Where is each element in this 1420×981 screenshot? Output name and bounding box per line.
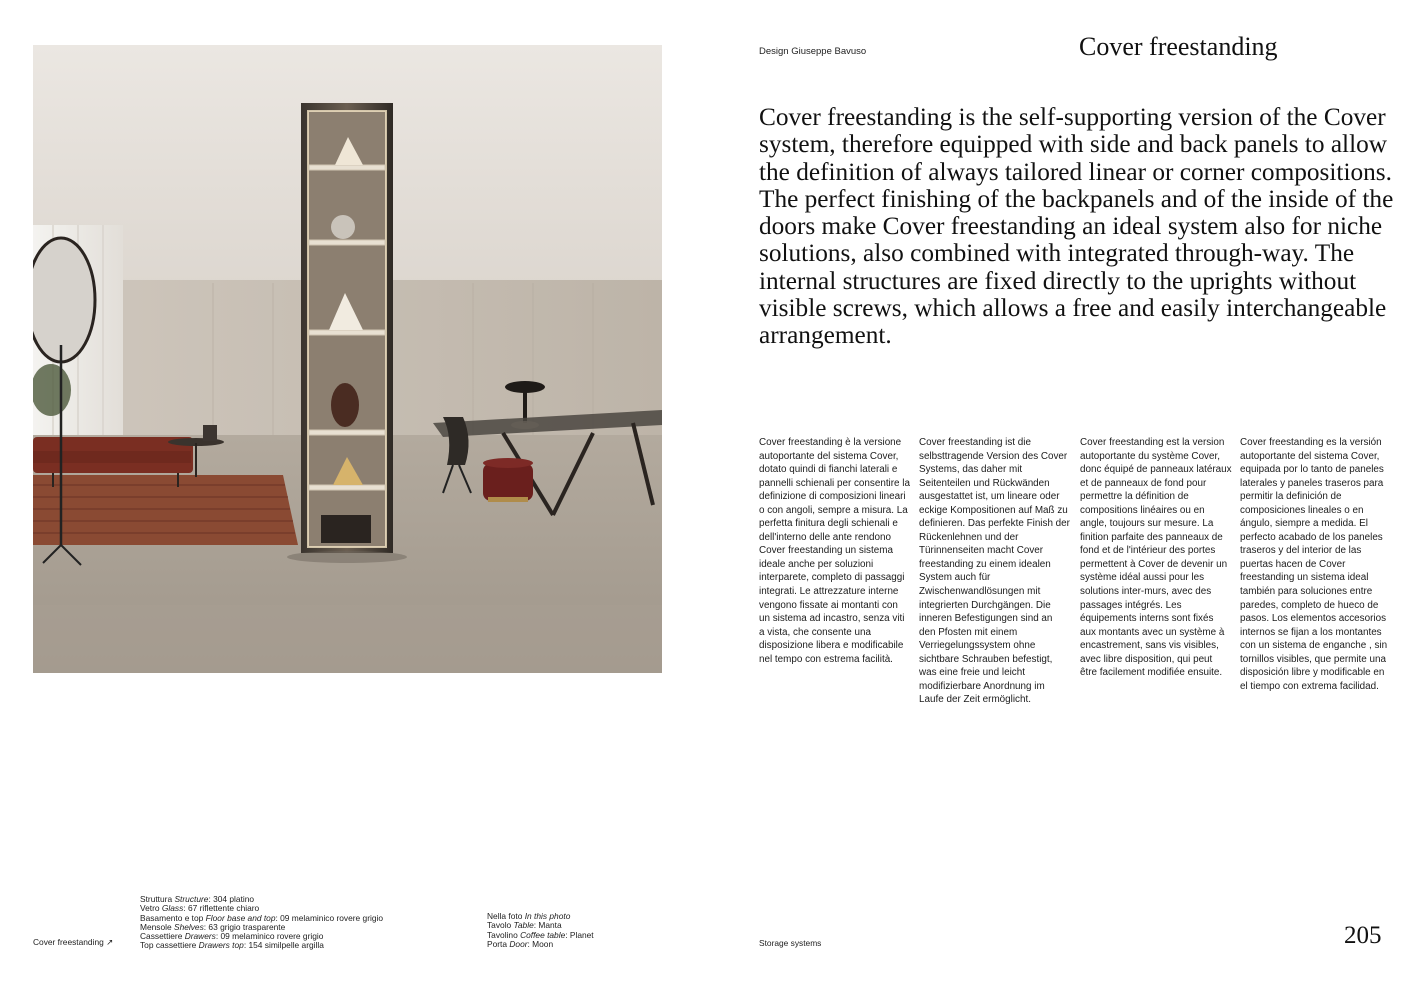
spec-base-top: Basamento e top Floor base and top: 09 melaminico rovere grigio <box>140 912 384 923</box>
spec-drawers: Cassettiere Drawers: 09 melaminico rovere grigio <box>140 931 324 942</box>
spec-drawers-top: Top cassettiere Drawers top: 154 similpelle argilla <box>140 940 324 951</box>
specifications-list <box>140 895 470 951</box>
footer-product-link[interactable]: Cover freestanding ↗ <box>33 937 114 947</box>
spec-shelves: Mensole Shelves: 63 grigio trasparente <box>140 921 286 932</box>
interior-photo <box>33 45 662 673</box>
photo-credits-list <box>487 912 687 949</box>
description-spanish: Cover freestanding es la versión autoportante del sistema Cover, equipada por lo tanto de paneles laterales y paneles traseros para permitir la definición de composiciones lineales o en ángulo, siempre a medida. El perfecto acabado de los paneles traseros y del interior de las puertas hacen de Cover freestanding un sistema ideal también para soluciones entre paredes, completo de hueco de pasos. Los elementos accesorios internos se fijan a los montantes con un sistema de enganche , sin tornillos visibles, que permite una disposición libre y modificable en el tiempo con extrema facilidad. <box>1240 437 1388 692</box>
page-title: Cover freestanding <box>1079 32 1278 61</box>
credit-table: Tavolo Table: Manta <box>487 920 562 931</box>
page-number: 205 <box>1344 922 1382 949</box>
credit-heading: Nella foto In this photo <box>487 911 571 921</box>
credit-coffee-table: Tavolino Coffee table: Planet <box>487 929 594 940</box>
section-label: Storage systems <box>759 938 822 948</box>
spec-glass: Vetro Glass: 67 riflettente chiaro <box>140 903 260 914</box>
intro-paragraph: Cover freestanding is the self-supporting version of the Cover system, therefore equipped with side and back panels to allow the definition of always tailored linear or corner compositions. The perfect finishing of the backpanels and of the inside of the doors make Cover freestanding an ideal system also for niche solutions, also combined with integrated through-way. The internal structures are fixed directly to the uprights without visible screws, which allows a free and easily interchangeable arrangement. <box>759 103 1394 350</box>
credit-door: Porta Door: Moon <box>487 938 554 949</box>
description-french: Cover freestanding est la version autoportante du système Cover, donc équipé de panneaux latéraux et de panneaux de fond pour permettre la définition de compositions linéaires ou en angle, toujours sur mesure. La finition parfaite des panneaux de fond et de l'intérieur des portes permettent à Cover de devenir un système idéal aussi pour les solutions inter-murs, avec des passages intégrés. Les équipements interns sont fixés aux montants avec un système à encastrement, sans vis visibles, avec libre disposition, qui peut être facilement modifiée ensuite. <box>1080 437 1232 679</box>
description-german: Cover freestanding ist die selbsttragende Version des Cover Systems, das daher mit Seitenteilen und Rückwänden ausgestattet ist, um lineare oder eckige Kompositionen auf Maß zu definieren. Das perfekte Finish der Rückenlehnen und der Türinnenseiten macht Cover freestanding zu einem idealen System auch für Zwischenwandlösungen mit integrierten Durchgängen. Die inneren Befestigungen sind an den Pfosten mit einem Verriegelungssystem ohne sichtbare Schrauben befestigt, was eine freie und leicht modifizierbare Anordnung im Laufe der Zeit ermöglicht. <box>919 437 1070 706</box>
designer-credit: Design Giuseppe Bavuso <box>759 46 867 57</box>
spec-structure: Struttura Structure: 304 platino <box>140 894 255 904</box>
description-italian: Cover freestanding è la versione autoportante del sistema Cover, dotato quindi di fianchi laterali e pannelli schienali per consentire la definizione di composizioni lineari o con angoli, sempre a misura. La perfetta finitura degli schienali e dell'interno delle ante rendono Cover freestanding un sistema ideale anche per soluzioni interparete, completo di passaggi integrati. Le attrezzature interne vengono fissate ai montanti con un sistema ad incastro, senza viti a vista, che consente una disposizione libera e modificabile nel tempo con estrema facilità. <box>759 437 910 665</box>
